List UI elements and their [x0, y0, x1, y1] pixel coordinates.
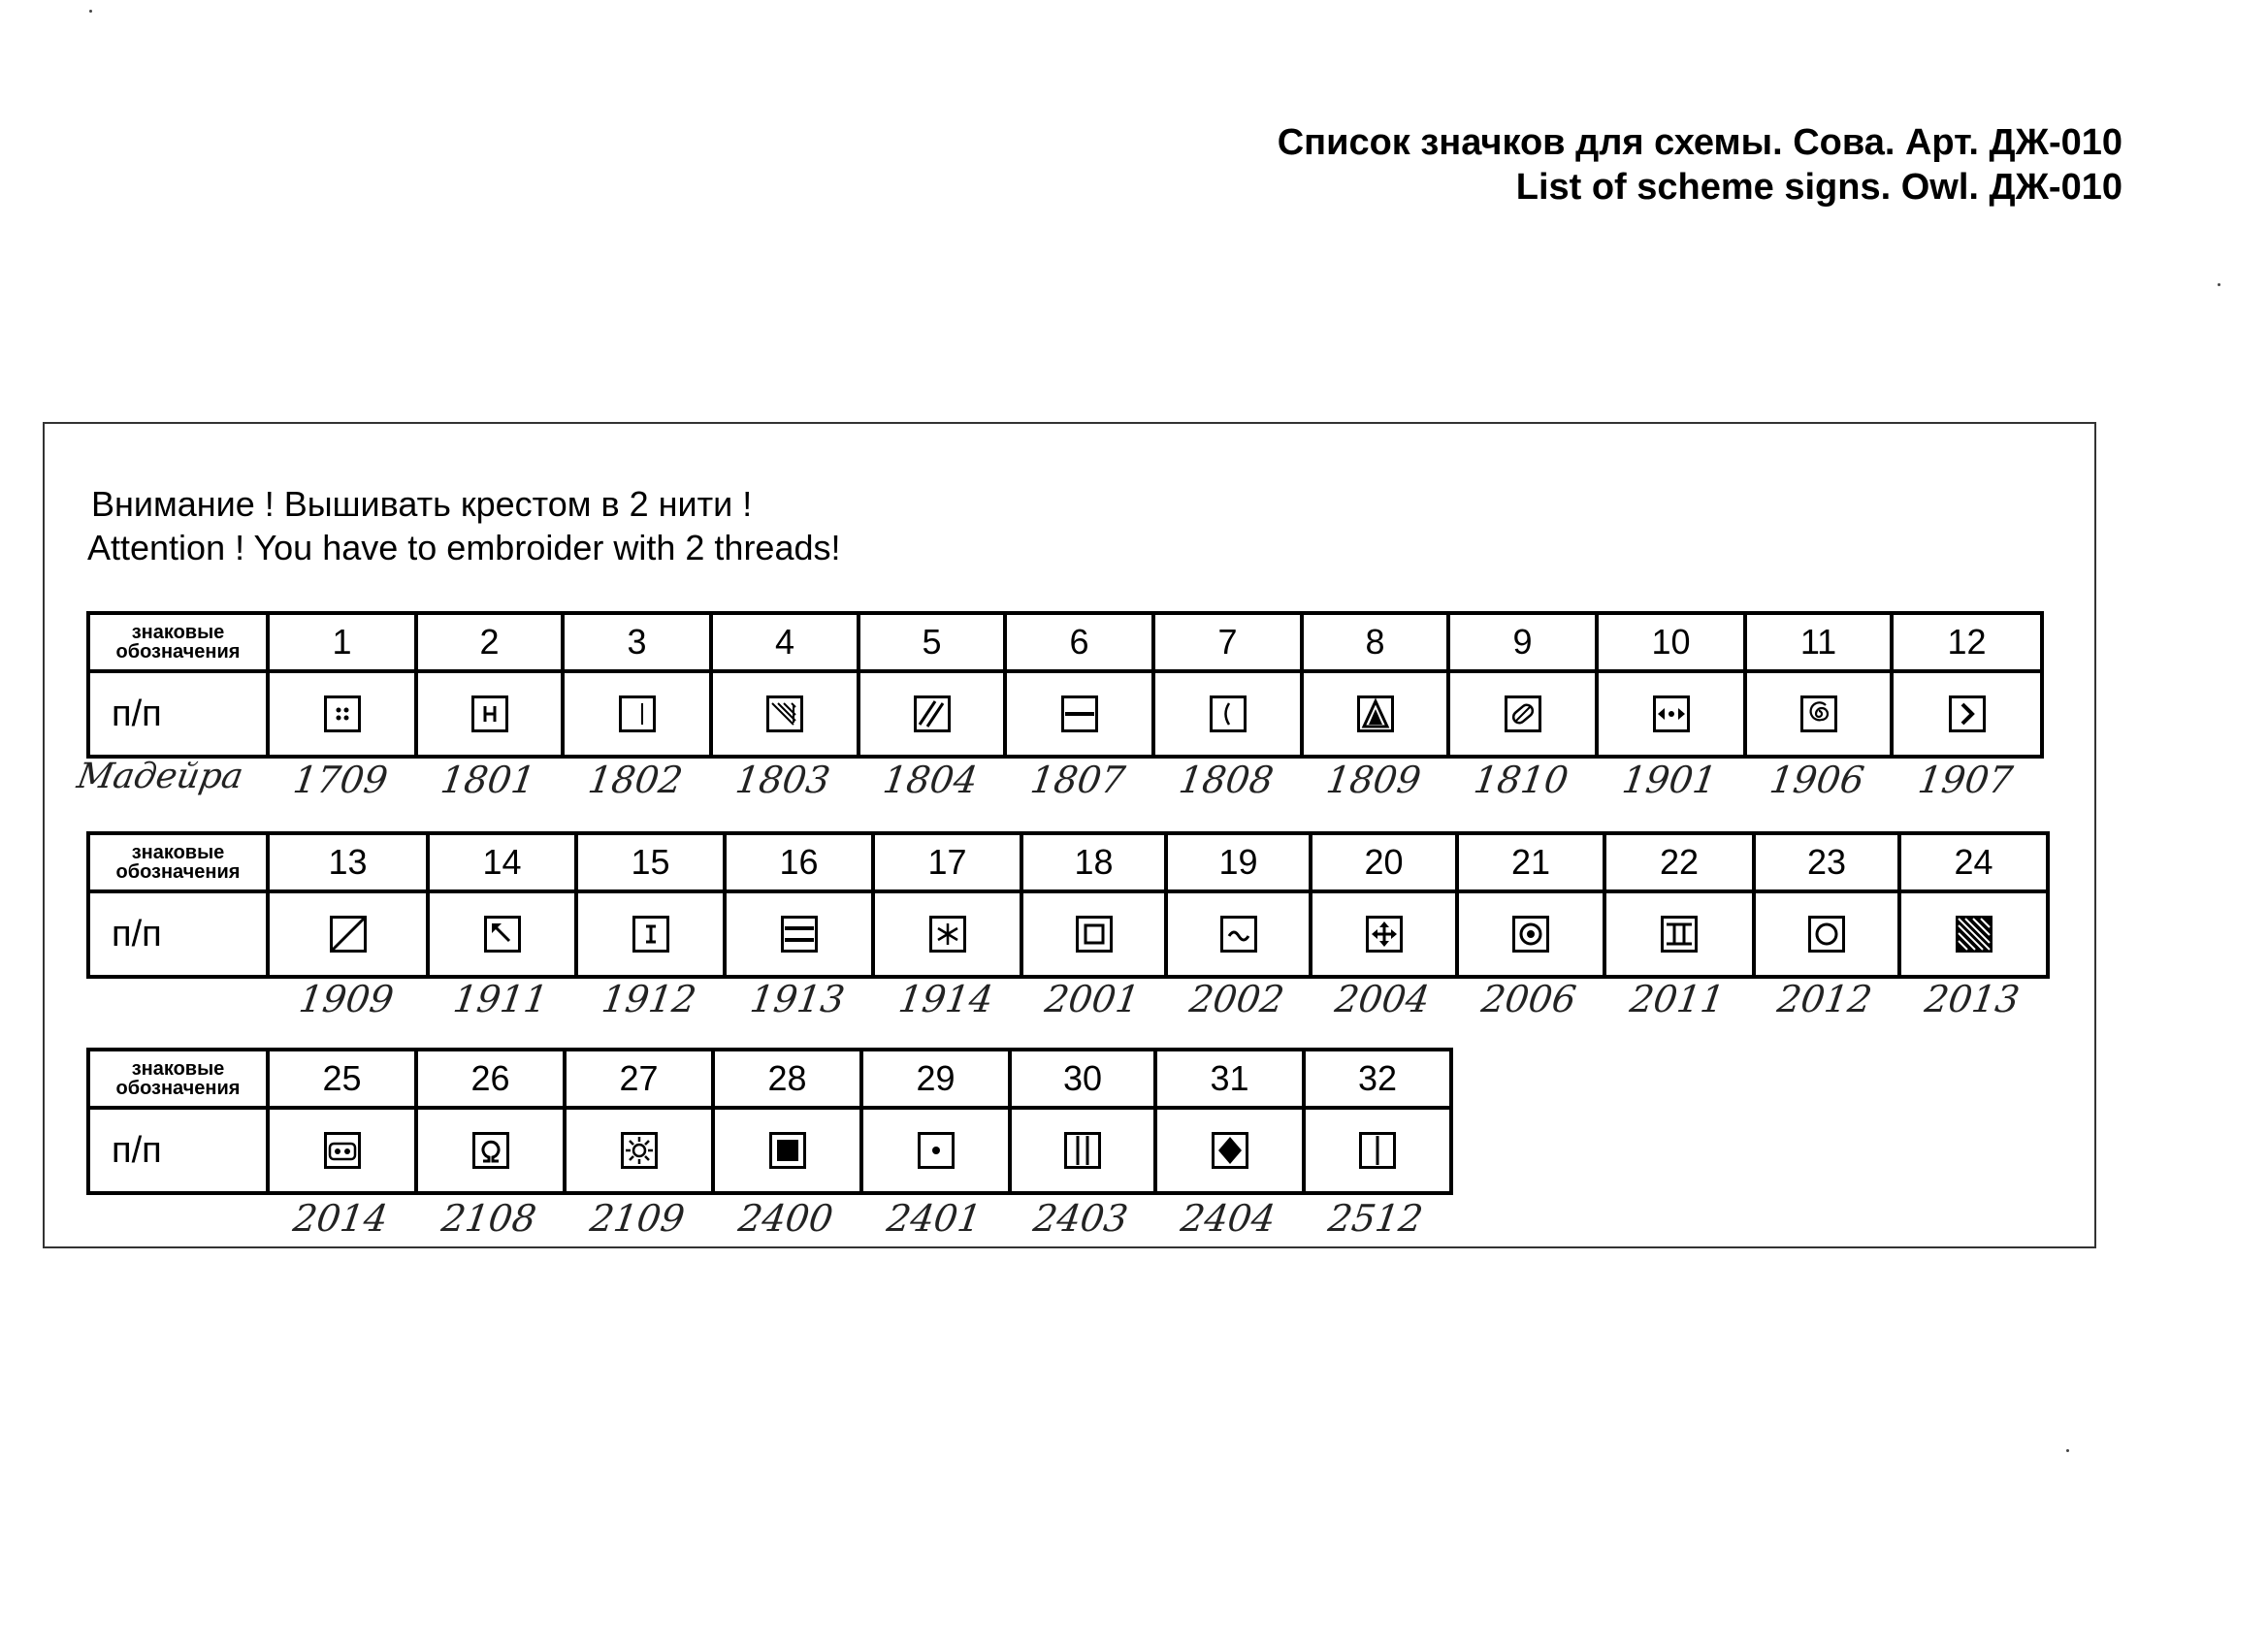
thread-code: 2001: [1042, 978, 1142, 1020]
symbol-cell: [268, 891, 428, 977]
sign-number: 16: [725, 833, 873, 891]
crab-icon: [324, 1132, 361, 1169]
sign-number: 21: [1457, 833, 1604, 891]
inner-square-icon: [1076, 916, 1113, 953]
sign-number: 6: [1005, 613, 1153, 671]
symbol-cell: [1745, 671, 1892, 757]
signs-header-line1: знаковые: [131, 1058, 225, 1080]
filled-square-icon: [769, 1132, 806, 1169]
title-ru: Список значков для схемы. Сова. Арт. ДЖ-010: [1277, 122, 2122, 163]
sign-table-3: [86, 1048, 1453, 1195]
symbol-cell: [563, 671, 711, 757]
symbol-cell: [1311, 891, 1457, 977]
thread-code: 1901: [1619, 759, 1719, 801]
letter-i-box-icon: [1661, 916, 1698, 953]
sign-number: 28: [713, 1050, 861, 1108]
sign-number: 5: [859, 613, 1005, 671]
thread-code: 1810: [1471, 759, 1571, 801]
symbol-cell: [873, 891, 1021, 977]
sign-number: 4: [711, 613, 859, 671]
sign-number: 29: [861, 1050, 1010, 1108]
sign-number: 19: [1166, 833, 1311, 891]
signs-header-line2: обозначения: [115, 1078, 241, 1099]
sign-number: 11: [1745, 613, 1892, 671]
sign-table-2: [86, 831, 2050, 979]
signs-header: [88, 613, 268, 671]
signs-header-line2: обозначения: [115, 861, 241, 883]
thread-code: 2401: [884, 1197, 984, 1240]
symbol-cell: [861, 1108, 1010, 1193]
thread-code: 2014: [290, 1197, 390, 1240]
symbol-cell: [1153, 671, 1302, 757]
sign-number: 15: [576, 833, 725, 891]
thread-code: 1803: [732, 759, 833, 801]
thread-code: 2006: [1478, 978, 1579, 1020]
sign-table-1: [86, 611, 2044, 759]
diagonal-slash-icon: [330, 916, 367, 953]
thread-code: 2109: [587, 1197, 687, 1240]
symbol-cell: [1754, 891, 1899, 977]
filled-diamond-icon: [1212, 1132, 1248, 1169]
thread-code: 1911: [450, 978, 550, 1020]
double-bar-icon: [781, 916, 818, 953]
signs-header-line1: знаковые: [131, 622, 225, 643]
symbol-cell: [1892, 671, 2042, 757]
symbol-cell: [428, 891, 576, 977]
target-icon: [1512, 916, 1549, 953]
thread-code: 1909: [296, 978, 396, 1020]
symbol-cell: [565, 1108, 713, 1193]
symbol-cell: [1304, 1108, 1451, 1193]
symbol-cell: [859, 671, 1005, 757]
sign-number: 31: [1155, 1050, 1304, 1108]
sign-number: 9: [1448, 613, 1597, 671]
letter-h-icon: [471, 695, 508, 732]
pp-label: п/п: [88, 671, 268, 757]
scan-speck: [2218, 283, 2220, 286]
move-cross-icon: [1366, 916, 1403, 953]
thread-code: 2011: [1627, 978, 1728, 1020]
sign-number: 26: [416, 1050, 565, 1108]
sign-number: 17: [873, 833, 1021, 891]
symbol-cell: [1010, 1108, 1155, 1193]
thread-code: 1913: [747, 978, 847, 1020]
sign-number: 23: [1754, 833, 1899, 891]
sign-number: 2: [416, 613, 563, 671]
sign-number: 24: [1899, 833, 2048, 891]
thread-code: 2012: [1774, 978, 1875, 1020]
spiral-icon: [1800, 695, 1837, 732]
symbol-cell: [1302, 671, 1448, 757]
bracket-icon: [1210, 695, 1247, 732]
symbol-cell: [1604, 891, 1754, 977]
thread-code: 1807: [1027, 759, 1127, 801]
symbol-cell: [1899, 891, 2048, 977]
thread-code: 1809: [1323, 759, 1423, 801]
sign-number: 25: [268, 1050, 416, 1108]
sign-number: 22: [1604, 833, 1754, 891]
thread-code: 2512: [1325, 1197, 1426, 1240]
omega-icon: [472, 1132, 509, 1169]
signs-header: [88, 833, 268, 891]
tilde-icon: [1220, 916, 1257, 953]
thread-code: 1906: [1766, 759, 1866, 801]
symbol-cell: [1448, 671, 1597, 757]
three-columns-icon: [1064, 1132, 1101, 1169]
symbol-cell: [1597, 671, 1745, 757]
symbol-cell: [268, 671, 416, 757]
notice-en: Attention ! You have to embroider with 2 threads!: [87, 528, 841, 567]
diagonal-lines-corner-icon: [766, 695, 803, 732]
symbol-cell: [711, 671, 859, 757]
double-arrow-icon: [1653, 695, 1690, 732]
pill-slash-icon: [1505, 695, 1541, 732]
symbol-cell: [1021, 891, 1166, 977]
chevron-right-icon: [1949, 695, 1986, 732]
hatched-square-icon: [1956, 916, 1993, 953]
symbol-cell: [1155, 1108, 1304, 1193]
horizontal-bar-icon: [1061, 695, 1098, 732]
sign-number: 32: [1304, 1050, 1451, 1108]
two-columns-icon: [1359, 1132, 1396, 1169]
thread-code: 1802: [585, 759, 685, 801]
symbol-cell: [1005, 671, 1153, 757]
sign-number: 18: [1021, 833, 1166, 891]
sun-icon: [621, 1132, 658, 1169]
sign-number: 30: [1010, 1050, 1155, 1108]
symbol-cell: [576, 891, 725, 977]
sign-number: 1: [268, 613, 416, 671]
thread-code: 1912: [599, 978, 698, 1020]
thread-code: 2404: [1178, 1197, 1278, 1240]
scan-speck: [2066, 1449, 2069, 1452]
thread-code: 2403: [1030, 1197, 1131, 1240]
symbol-cell: [268, 1108, 416, 1193]
letter-i-icon: [632, 916, 669, 953]
symbol-cell: [416, 671, 563, 757]
thread-code: 1808: [1176, 759, 1276, 801]
thread-code: 1914: [895, 978, 995, 1020]
pp-label: п/п: [88, 891, 268, 977]
notice-ru: Внимание ! Вышивать крестом в 2 нити !: [91, 484, 753, 524]
sign-number: 14: [428, 833, 576, 891]
sign-number: 20: [1311, 833, 1457, 891]
symbol-cell: [713, 1108, 861, 1193]
thread-brand: Мадейра: [74, 757, 246, 796]
four-dots-icon: [324, 695, 361, 732]
signs-header-line2: обозначения: [115, 641, 241, 663]
pp-label: п/п: [88, 1108, 268, 1193]
asterisk-icon: [929, 916, 966, 953]
sign-number: 8: [1302, 613, 1448, 671]
thread-code: 2004: [1332, 978, 1432, 1020]
double-slash-icon: [914, 695, 951, 732]
arrow-up-left-icon: [484, 916, 521, 953]
center-dot-icon: [918, 1132, 955, 1169]
thread-code: 2013: [1922, 978, 2022, 1020]
symbol-cell: [725, 891, 873, 977]
symbol-cell: [1457, 891, 1604, 977]
thread-code: 1804: [880, 759, 980, 801]
scan-speck: [89, 10, 92, 13]
sign-number: 10: [1597, 613, 1745, 671]
thread-code: 1907: [1915, 759, 2015, 801]
sign-number: 13: [268, 833, 428, 891]
title-en: List of scheme signs. Owl. ДЖ-010: [1515, 167, 2122, 208]
thread-code: 1709: [290, 759, 390, 801]
crescent-icon: [619, 695, 656, 732]
sign-number: 3: [563, 613, 711, 671]
signs-header: [88, 1050, 268, 1108]
sign-number: 27: [565, 1050, 713, 1108]
circle-icon: [1808, 916, 1845, 953]
symbol-cell: [1166, 891, 1311, 977]
triangle-icon: [1357, 695, 1394, 732]
thread-code: 2002: [1186, 978, 1286, 1020]
thread-code: 2108: [438, 1197, 538, 1240]
symbol-cell: [416, 1108, 565, 1193]
thread-code: 2400: [735, 1197, 835, 1240]
signs-header-line1: знаковые: [131, 842, 225, 863]
thread-code: 1801: [437, 759, 537, 801]
sign-number: 12: [1892, 613, 2042, 671]
sign-number: 7: [1153, 613, 1302, 671]
